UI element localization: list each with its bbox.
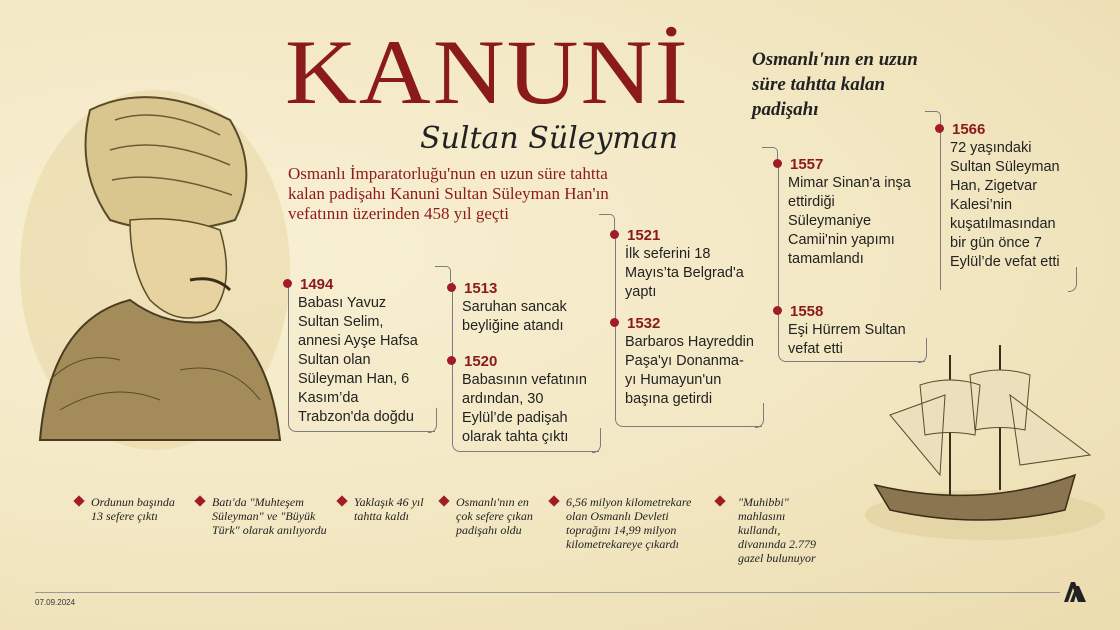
aa-logo-icon [1062,578,1088,604]
event-year: 1520 [464,353,498,370]
fact-text: 6,56 milyon kilometrekare olan Osmanlı Devleti toprağını 14,99 milyon kilometrekareye çıkardı [566,495,692,551]
diamond-bullet-icon [336,495,347,506]
event-text: Babası Yavuz Sultan Selim, annesi Ayşe Hafsa Sultan olan Süleyman Han, 6 Kasım’da Trabzon'da doğdu [298,295,418,425]
timeline-event [615,226,755,302]
fact-item [716,495,826,565]
timeline-dot [447,356,456,365]
diamond-bullet-icon [548,495,559,506]
event-text: İlk seferini 18 Mayıs’ta Belgrad'a yaptı [625,246,744,300]
timeline-event [778,155,918,269]
fact-text: Yaklaşık 46 yıl tahtta kaldı [354,495,424,523]
event-year: 1494 [300,276,334,293]
fact-text: Ordunun başında 13 sefere çıktı [91,495,175,523]
timeline-dot [935,124,944,133]
timeline-dot [283,279,292,288]
fact-text: "Muhibbi" mahlasını kullandı, divanında 2.779 gazel bulunuyor [738,495,816,565]
fact-text: Batı'da "Muhteşem Süleyman" ve "Büyük Türk" olarak anılıyordu [212,495,327,537]
diamond-bullet-icon [714,495,725,506]
page-subtitle: Sultan Süleyman [420,121,679,156]
event-text: Barbaros Hayreddin Paşa'yı Donanma-yı Humayun'un başına getirdi [625,334,754,407]
event-text: Babasının vefatının ardından, 30 Eylül’de padişah olarak tahta çıktı [462,372,587,445]
timeline-dot [447,283,456,292]
fact-text: Osmanlı'nın en çok sefere çıkan padişahı oldu [456,495,533,537]
tagline: Osmanlı'nın en uzun süre tahtta kalan padişahı [752,49,918,120]
timeline-event [452,279,592,336]
publish-date: 07.09.2024 [35,598,76,607]
connector-arrow [435,266,451,282]
fact-item [196,495,332,537]
fact-item [440,495,540,537]
ship-illustration [860,335,1110,545]
event-text: Mimar Sinan'a inşa ettirdiği Süleymaniye Camii'nin yapımı tamamlandı [788,175,911,267]
timeline-event [452,352,592,447]
timeline-event [615,314,755,409]
connector-arrow [599,214,615,230]
intro-text: Osmanlı İmparatorluğu'nun en uzun süre tahtta kalan padişahı Kanuni Sultan Süleyman Han'ın vefatının üzerinden 458 yıl geçti [288,164,609,223]
timeline-dot [610,230,619,239]
timeline-dot [773,306,782,315]
page-title: KANUNİ [285,21,690,123]
event-year: 1566 [952,121,986,138]
event-text: Eşi Hürrem Sultan vefat etti [788,322,906,357]
event-text: 72 yaşındaki Sultan Süleyman Han, Zigetvar Kalesi’nin kuşatılmasından bir gün önce 7 Eylül’de vefat etti [950,140,1060,270]
fact-item [550,495,700,551]
timeline-dot [610,318,619,327]
event-year: 1557 [790,156,824,173]
event-year: 1558 [790,303,824,320]
timeline-event [940,120,1068,272]
timeline-event [288,275,428,427]
timeline-dot [773,159,782,168]
event-year: 1532 [627,315,661,332]
fact-item [75,495,185,523]
footer-divider [35,592,1060,593]
diamond-bullet-icon [438,495,449,506]
fact-item [338,495,438,523]
diamond-bullet-icon [194,495,205,506]
event-year: 1513 [464,280,498,297]
event-year: 1521 [627,227,661,244]
event-text: Saruhan sancak beyliğine atandı [462,299,567,334]
portrait-illustration [20,80,290,450]
diamond-bullet-icon [73,495,84,506]
